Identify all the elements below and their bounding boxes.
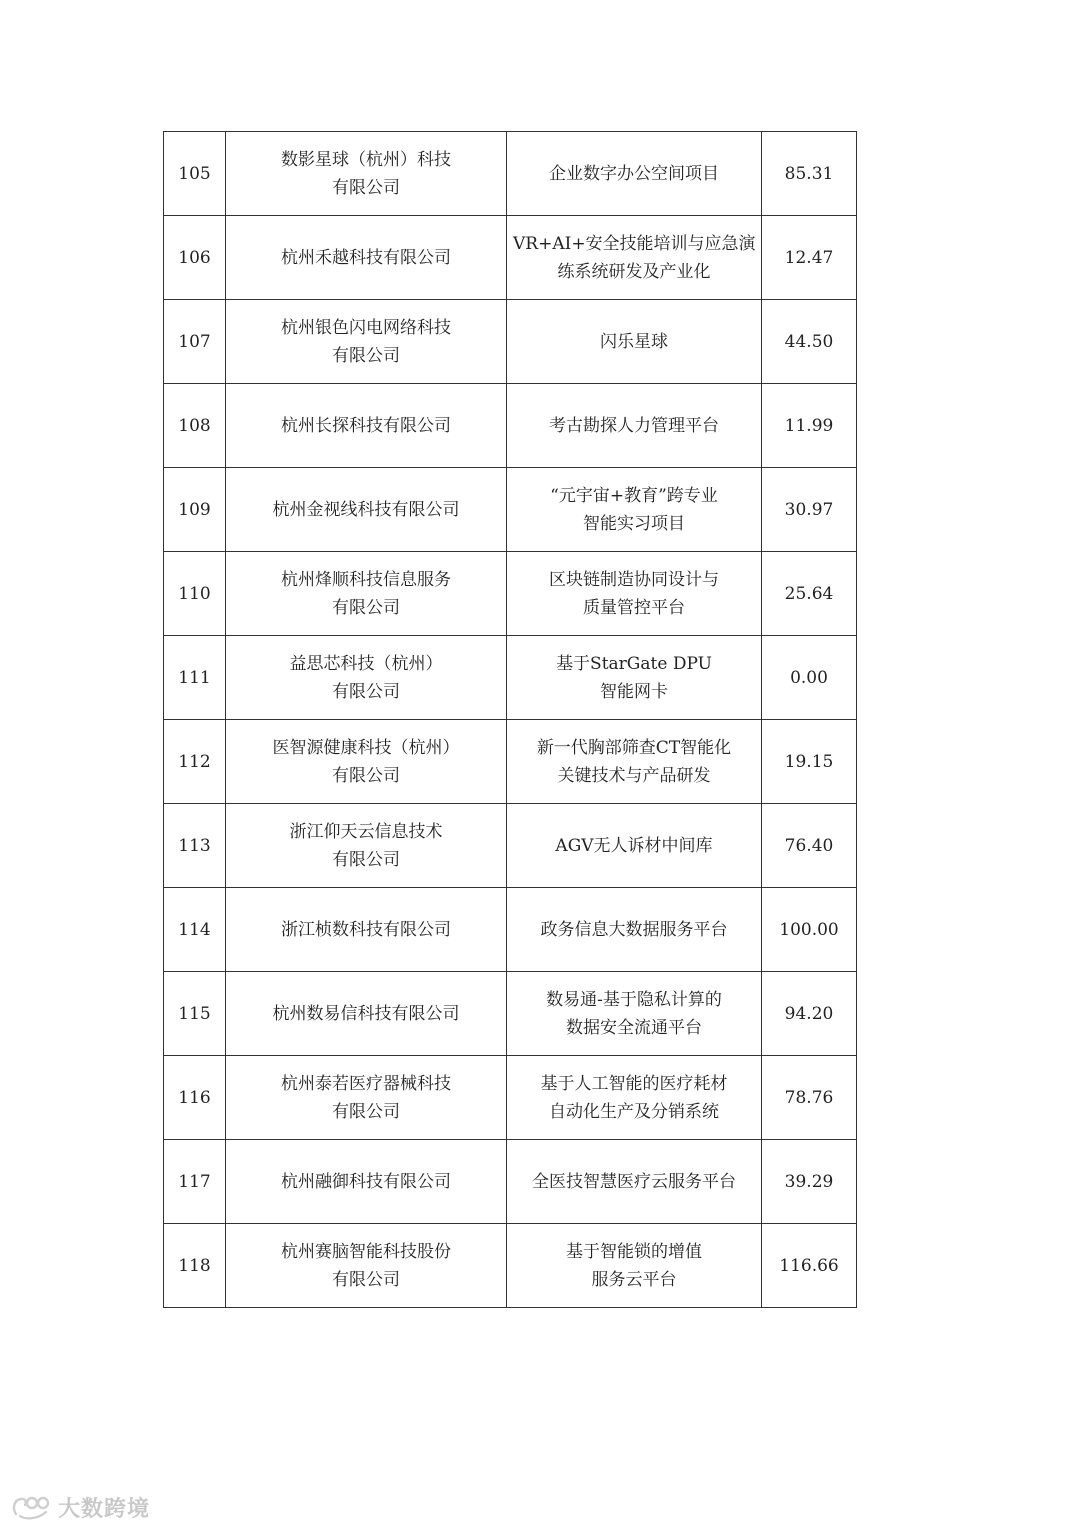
row-number: 107 bbox=[178, 331, 211, 352]
amount-value: 85.31 bbox=[784, 163, 834, 184]
amount-value: 30.97 bbox=[784, 499, 834, 520]
row-number-cell bbox=[164, 132, 226, 216]
table-row bbox=[164, 384, 857, 468]
project-name-line: 自动化生产及分销系统 bbox=[549, 1101, 719, 1122]
project-cell bbox=[507, 552, 762, 636]
company-name-line: 杭州泰若医疗器械科技 bbox=[281, 1073, 451, 1094]
table-row bbox=[164, 1140, 857, 1224]
amount-value: 78.76 bbox=[784, 1087, 834, 1108]
row-number: 106 bbox=[178, 247, 211, 268]
project-name-line: 基于智能锁的增值 bbox=[566, 1241, 702, 1262]
table-row bbox=[164, 1056, 857, 1140]
project-cell bbox=[507, 1224, 762, 1308]
row-number: 108 bbox=[178, 415, 211, 436]
row-number-cell bbox=[164, 552, 226, 636]
project-name-line: VR+AI+安全技能培训与应急演 bbox=[513, 233, 756, 254]
project-name-line: 新一代胸部筛查CT智能化 bbox=[536, 737, 732, 758]
company-name-line: 杭州禾越科技有限公司 bbox=[281, 247, 451, 268]
amount-cell bbox=[762, 636, 857, 720]
row-number: 115 bbox=[178, 1003, 211, 1024]
table-row bbox=[164, 888, 857, 972]
project-name-line: 关键技术与产品研发 bbox=[557, 765, 711, 786]
company-name-line: 有限公司 bbox=[332, 597, 400, 618]
table-row bbox=[164, 132, 857, 216]
company-name-line: 杭州融御科技有限公司 bbox=[281, 1171, 451, 1192]
row-number: 110 bbox=[178, 583, 211, 604]
company-name-line: 有限公司 bbox=[332, 849, 400, 870]
project-cell bbox=[507, 384, 762, 468]
company-cell bbox=[226, 132, 507, 216]
project-name-line: 智能实习项目 bbox=[583, 513, 685, 534]
row-number-cell bbox=[164, 888, 226, 972]
table-row bbox=[164, 468, 857, 552]
company-cell bbox=[226, 972, 507, 1056]
project-name-line: 企业数字办公空间项目 bbox=[549, 163, 719, 184]
company-name-line: 有限公司 bbox=[332, 177, 400, 198]
project-table bbox=[163, 131, 857, 1308]
table-row bbox=[164, 552, 857, 636]
table-row bbox=[164, 216, 857, 300]
row-number-cell bbox=[164, 972, 226, 1056]
company-name-line: 浙江桢数科技有限公司 bbox=[281, 919, 451, 940]
amount-cell bbox=[762, 720, 857, 804]
company-cell bbox=[226, 720, 507, 804]
amount-cell bbox=[762, 972, 857, 1056]
amount-cell bbox=[762, 468, 857, 552]
row-number: 112 bbox=[178, 751, 211, 772]
row-number-cell bbox=[164, 1056, 226, 1140]
row-number: 117 bbox=[178, 1171, 211, 1192]
amount-cell bbox=[762, 552, 857, 636]
table-row bbox=[164, 804, 857, 888]
company-name-line: 浙江仰天云信息技术 bbox=[289, 821, 443, 842]
company-cell bbox=[226, 468, 507, 552]
table-row bbox=[164, 300, 857, 384]
row-number-cell bbox=[164, 1224, 226, 1308]
amount-cell bbox=[762, 804, 857, 888]
amount-cell bbox=[762, 1224, 857, 1308]
row-number: 113 bbox=[178, 835, 211, 856]
company-name-line: 杭州数易信科技有限公司 bbox=[272, 1003, 460, 1024]
amount-cell bbox=[762, 384, 857, 468]
project-name-line: 政务信息大数据服务平台 bbox=[540, 919, 728, 940]
project-name-line: 基于人工智能的医疗耗材 bbox=[540, 1073, 728, 1094]
project-cell bbox=[507, 972, 762, 1056]
project-name-line: 基于StarGate DPU bbox=[556, 653, 712, 674]
amount-cell bbox=[762, 300, 857, 384]
company-cell bbox=[226, 1140, 507, 1224]
brand-logo-icon bbox=[10, 1494, 52, 1520]
amount-cell bbox=[762, 888, 857, 972]
project-name-line: 数据安全流通平台 bbox=[566, 1017, 702, 1038]
amount-value: 76.40 bbox=[784, 835, 834, 856]
row-number: 109 bbox=[178, 499, 211, 520]
project-cell bbox=[507, 1140, 762, 1224]
amount-cell bbox=[762, 216, 857, 300]
amount-value: 12.47 bbox=[784, 247, 834, 268]
company-name-line: 杭州赛脑智能科技股份 bbox=[281, 1241, 451, 1262]
company-cell bbox=[226, 552, 507, 636]
project-cell bbox=[507, 300, 762, 384]
project-name-line: AGV无人诉材中间库 bbox=[555, 835, 713, 856]
row-number: 111 bbox=[178, 667, 211, 688]
company-cell bbox=[226, 384, 507, 468]
company-name-line: 有限公司 bbox=[332, 1269, 400, 1290]
project-name-line: “元宇宙+教育”跨专业 bbox=[550, 485, 718, 506]
project-cell bbox=[507, 132, 762, 216]
project-cell bbox=[507, 720, 762, 804]
row-number-cell bbox=[164, 468, 226, 552]
table-body bbox=[164, 132, 857, 1308]
project-cell bbox=[507, 636, 762, 720]
project-cell bbox=[507, 1056, 762, 1140]
row-number: 118 bbox=[178, 1255, 211, 1276]
row-number-cell bbox=[164, 300, 226, 384]
company-name-line: 有限公司 bbox=[332, 1101, 400, 1122]
amount-value: 44.50 bbox=[784, 331, 834, 352]
project-name-line: 练系统研发及产业化 bbox=[557, 261, 711, 282]
company-name-line: 杭州金视线科技有限公司 bbox=[272, 499, 460, 520]
amount-value: 0.00 bbox=[790, 667, 828, 688]
project-name-line: 服务云平台 bbox=[591, 1269, 677, 1290]
company-name-line: 有限公司 bbox=[332, 681, 400, 702]
row-number-cell bbox=[164, 720, 226, 804]
project-name-line: 闪乐星球 bbox=[600, 331, 668, 352]
company-cell bbox=[226, 216, 507, 300]
amount-cell bbox=[762, 132, 857, 216]
row-number-cell bbox=[164, 384, 226, 468]
project-cell bbox=[507, 468, 762, 552]
project-name-line: 区块链制造协同设计与 bbox=[549, 569, 719, 590]
amount-value: 25.64 bbox=[784, 583, 834, 604]
amount-cell bbox=[762, 1056, 857, 1140]
company-name-line: 杭州长探科技有限公司 bbox=[281, 415, 451, 436]
amount-value: 11.99 bbox=[784, 415, 834, 436]
row-number-cell bbox=[164, 804, 226, 888]
row-number-cell bbox=[164, 636, 226, 720]
company-name-line: 有限公司 bbox=[332, 765, 400, 786]
company-name-line: 益思芯科技（杭州） bbox=[289, 653, 443, 674]
company-name-line: 杭州烽顺科技信息服务 bbox=[281, 569, 451, 590]
row-number: 105 bbox=[178, 163, 211, 184]
company-cell bbox=[226, 888, 507, 972]
project-cell bbox=[507, 888, 762, 972]
project-name-line: 数易通-基于隐私计算的 bbox=[546, 989, 722, 1010]
row-number: 116 bbox=[178, 1087, 211, 1108]
company-cell bbox=[226, 1056, 507, 1140]
company-name-line: 杭州银色闪电网络科技 bbox=[281, 317, 451, 338]
project-name-line: 智能网卡 bbox=[600, 681, 668, 702]
company-cell bbox=[226, 804, 507, 888]
project-cell bbox=[507, 216, 762, 300]
row-number-cell bbox=[164, 1140, 226, 1224]
amount-value: 94.20 bbox=[784, 1003, 834, 1024]
project-name-line: 全医技智慧医疗云服务平台 bbox=[532, 1171, 736, 1192]
company-cell bbox=[226, 300, 507, 384]
company-cell bbox=[226, 1224, 507, 1308]
project-name-line: 质量管控平台 bbox=[583, 597, 685, 618]
company-name-line: 医智源健康科技（杭州） bbox=[272, 737, 460, 758]
amount-value: 39.29 bbox=[784, 1171, 834, 1192]
amount-value: 100.00 bbox=[779, 919, 839, 940]
watermark-text: 大数跨境 bbox=[58, 1496, 151, 1522]
row-number: 114 bbox=[178, 919, 211, 940]
company-name-line: 有限公司 bbox=[332, 345, 400, 366]
table-row bbox=[164, 1224, 857, 1308]
amount-value: 116.66 bbox=[779, 1255, 839, 1276]
table-row bbox=[164, 720, 857, 804]
table-row bbox=[164, 972, 857, 1056]
watermark bbox=[10, 1492, 150, 1522]
amount-value: 19.15 bbox=[784, 751, 834, 772]
table-row bbox=[164, 636, 857, 720]
company-name-line: 数影星球（杭州）科技 bbox=[281, 149, 451, 170]
project-name-line: 考古勘探人力管理平台 bbox=[549, 415, 719, 436]
company-cell bbox=[226, 636, 507, 720]
project-cell bbox=[507, 804, 762, 888]
amount-cell bbox=[762, 1140, 857, 1224]
row-number-cell bbox=[164, 216, 226, 300]
